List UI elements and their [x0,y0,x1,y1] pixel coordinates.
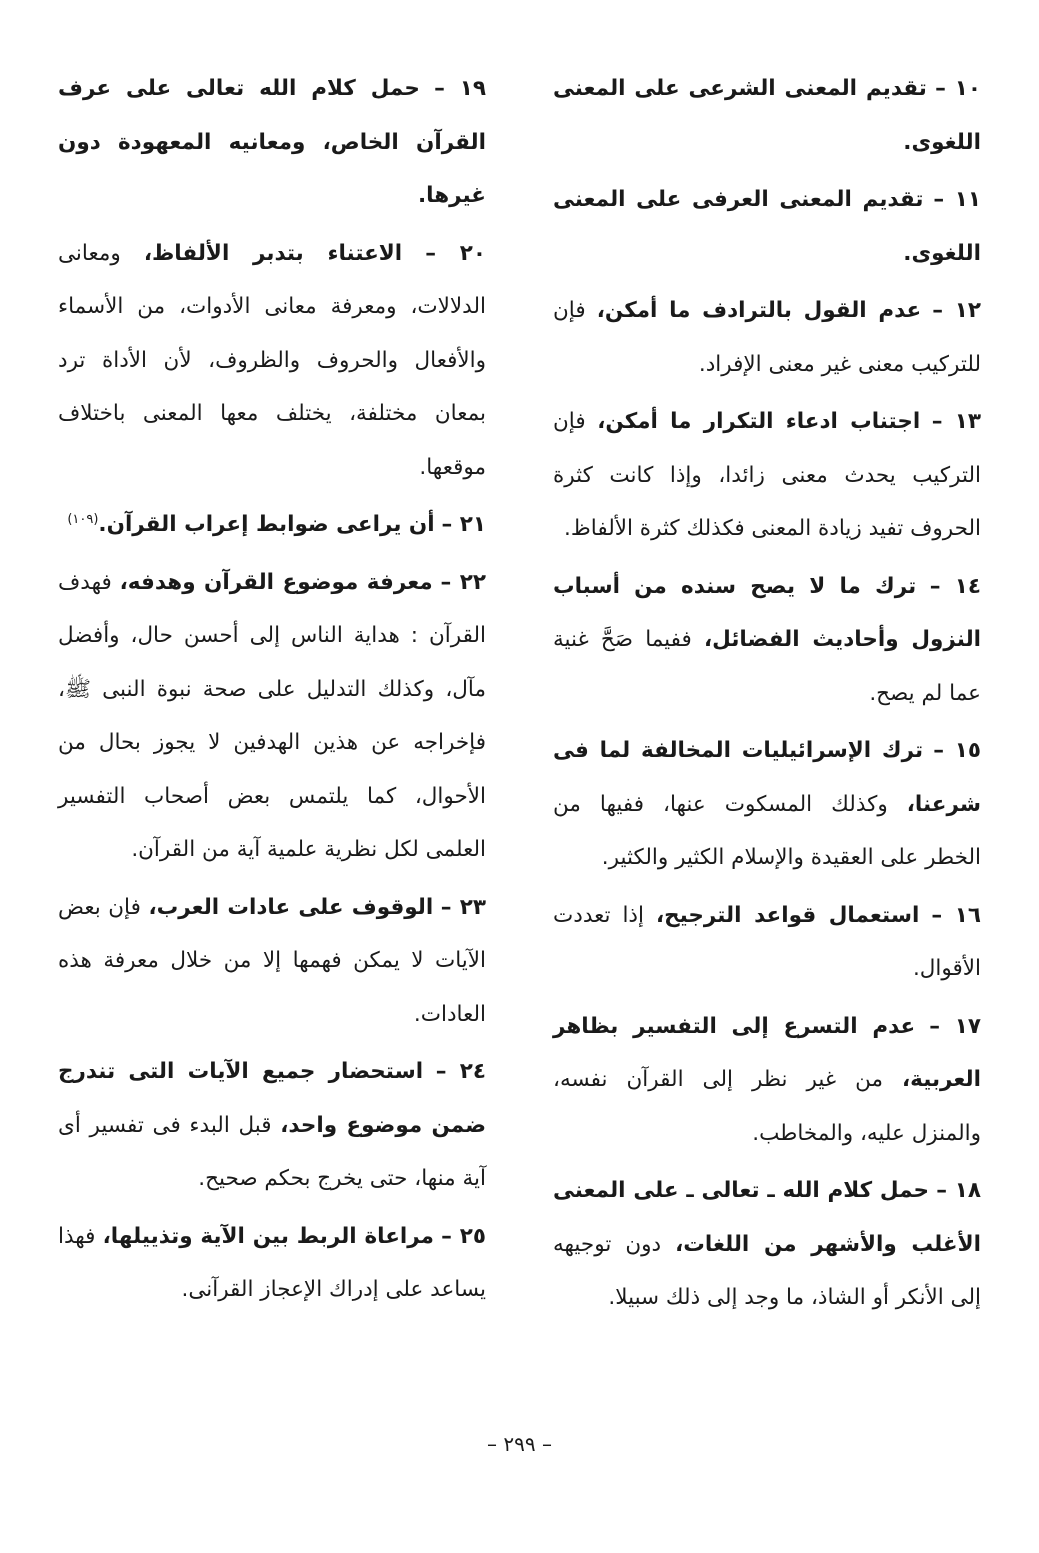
item-text: فإن للتركيب معنى غير معنى الإفراد. [553,298,981,377]
item-title: حمل كلام الله تعالى على عرف القرآن الخاص، ومعانيه المعهودة دون غيرها. [58,76,486,208]
item-number: ١٠ – [935,76,981,101]
item-number: ٢٥ – [441,1223,486,1249]
list-item [58,881,486,1042]
item-title: معرفة موضوع القرآن وهدفه، [119,569,433,595]
right-column [553,62,981,1329]
item-number: ١١ – [933,187,981,212]
item-title: عدم القول بالترادف ما أمكن، [596,298,922,323]
item-text: وكذلك المسكوت عنها، ففيها من الخطر على العقيدة والإسلام الكثير والكثير. [553,791,981,870]
item-number: ٢٢ – [440,569,486,595]
item-text: دون توجيهه إلى الأنكر أو الشاذ، ما وجد إلى ذلك سبيلا. [553,1231,981,1310]
item-number: ٢١ – [441,512,486,537]
list-item [58,556,486,877]
item-text: إذا تعددت الأقوال. [553,902,981,981]
item-number: ١٥ – [933,738,981,763]
left-column [58,62,486,1329]
item-title: تقديم المعنى الشرعى على المعنى اللغوى. [553,76,981,155]
list-item [553,395,981,556]
list-item [58,1045,486,1206]
list-item [553,173,981,280]
footnote-reference: (١٠٩) [67,511,99,527]
list-item [553,1000,981,1161]
item-title: استعمال قواعد الترجيح، [655,902,920,928]
item-title: عدم التسرع إلى التفسير بظاهر العربية، [553,1013,981,1092]
item-number: ١٧ – [929,1013,981,1039]
item-title: تقديم المعنى العرفى على المعنى اللغوى. [553,187,981,266]
item-number: ١٣ – [931,409,981,434]
item-number: ٢٠ – [425,240,486,266]
item-number: ١٢ – [932,298,981,323]
item-title: مراعاة الربط بين الآية وتذييلها، [102,1223,434,1249]
item-text: فإن بعض الآيات لا يمكن فهمها إلا من خلال معرفة هذه العادات. [58,894,486,1027]
page-number: – ٢٩٩ – [487,1432,552,1456]
item-number: ١٩ – [434,76,486,101]
item-text: قبل البدء فى تفسير أى آية منها، حتى يخرج بحكم صحيح. [58,1112,486,1191]
item-text: فهذا يساعد على إدراك الإعجاز القرآنى. [58,1223,486,1302]
list-item [553,724,981,885]
item-number: ١٦ – [931,902,981,928]
list-item [58,227,486,495]
item-title: الاعتناء بتدبر الألفاظ، [143,240,403,266]
item-number: ٢٣ – [440,894,486,920]
item-number: ٢٤ – [435,1059,486,1084]
list-item [553,284,981,391]
list-item [58,62,486,223]
list-item [58,498,486,552]
list-item [553,560,981,721]
item-number: ١٤ – [929,573,981,599]
item-title: اجتناب ادعاء التكرار ما أمكن، [597,409,921,434]
two-column-layout [58,62,981,1329]
item-title: ترك الإسرائيليات المخالفة لما فى شرعنا، [553,738,981,817]
item-text: ومعانى الدلالات، ومعرفة معانى الأدوات، من الأسماء والأفعال والحروف والظروف، لأن الأداة ترد بمعان مختلفة، يختلف معها المعنى باختلاف موقعها. [58,240,486,480]
list-item [553,889,981,996]
list-item [553,1164,981,1325]
item-title: ترك ما لا يصح سنده من أسباب النزول وأحاديث الفضائل، [553,573,982,652]
item-title: استحضار جميع الآيات التى تندرج ضمن موضوع واحد، [58,1059,486,1138]
item-title: الوقوف على عادات العرب، [148,894,434,920]
list-item [58,1210,486,1317]
item-text: فإن التركيب يحدث معنى زائدا، وإذا كانت كثرة الحروف تفيد زيادة المعنى فكذلك كثرة الألفاظ. [553,409,981,541]
item-number: ١٨ – [936,1178,981,1203]
item-title: حمل كلام الله ـ تعالى ـ على المعنى الأغلب والأشهر من اللغات، [553,1178,981,1257]
item-text: من غير نظر إلى القرآن نفسه، والمنزل عليه، والمخاطب. [553,1067,981,1146]
item-text: ففيما صَحَّ غنية عما لم يصح. [553,627,981,706]
item-title: أن يراعى ضوابط إعراب القرآن. [98,512,435,537]
item-text: فهدف القرآن : هداية الناس إلى أحسن حال، وأفضل مآل، وكذلك التدليل على صحة نبوة النبى ﷺ، فإخراجه عن هذين الهدفين لا يجوز بحال من الأحوال، كما يلتمس بعض أصحاب التفسير العلمى لكل نظرية علمية آية من القرآن. [58,569,486,862]
list-item [553,62,981,169]
